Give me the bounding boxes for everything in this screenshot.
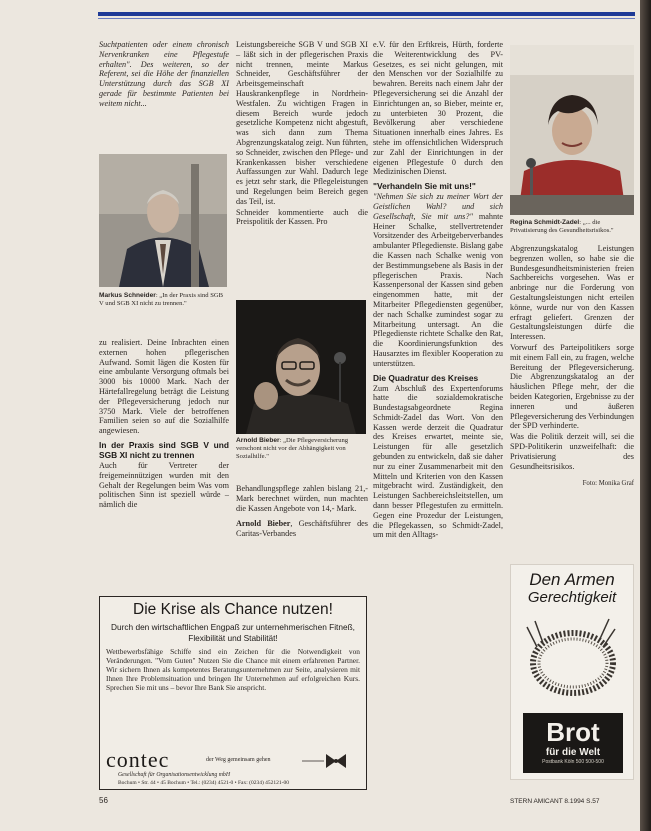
column-4 [510,244,634,490]
column-1-top [99,40,229,110]
photo-bieber-image [236,300,366,434]
brot-line-1: Den Armen [529,570,615,589]
caption-bieber-text: : „Die Pflegeversicherung verschont nicht vor der Abhängigkeit von Sozialhilfe." [236,437,349,460]
contec-advertisement [99,596,367,790]
col1-heading: In der Praxis sind SGB V und SGB XI nicht zu trennen [99,439,229,460]
ad-address: Bochum • Str. 44 • 45 Bochum • Tel.: (0234) 4521-0 • Fax: (0234) 452121-00 [118,780,289,786]
caption-schmidt-zadel [510,219,634,235]
col1-paragraph-2: zu realisiert. Deine Inbrachten einen externen hohen pflegerischen Aufwand. Somit lägen die Kosten für eine ambulante Versorgung oftmals bei 3000 bis 10000 Mark. Nach der Härtefallregelung beträgt die Leistung der Pflegeversicherung jedoch nur 3750 Mark. Viele der betroffenen Familien seien so auf die Sozialhilfe angewiesen. [99,338,229,436]
brot-line-2: Gerechtigkeit [527,589,617,606]
col2-paragraph-2: Schneider kommentierte auch die Preispolitik der Kassen. Pro [236,207,368,227]
photo-credit: Foto: Monika Graf [582,480,634,488]
brot-logo-block [523,713,623,773]
col4-paragraph-2: Vorwurf des Parteipolitikers sorge mit einem Fall ein, zu fragen, welche Bereitung der Pflegeversicherung. Die Abgrenzungskatalog an der häuslichen Pflege mehr, der die beiden Kategorien, Ergebnisse zu der inneren und äußeren Pflegeversicherung des Verbindungen der SPD verhinderte. [510,342,634,431]
column-3 [373,40,503,541]
column-2-top [236,40,368,228]
ad-logo-row [106,749,362,771]
photo-schneider-image [99,154,227,287]
col3-paragraph-2 [373,192,503,368]
photo-schmidt-zadel [510,45,634,215]
col3-heading-2: Die Quadratur des Kreises [373,372,479,383]
caption-bieber [236,437,368,461]
col2-paragraph-1: Leistungsbereiche SGB V und SGB XI – läßt sich in der pflegerischen Praxis nicht trennen, meinte Markus Schneider, Geschäftsführer der Arbeitsgemeinschaft Hauskrankenpflege in Nordrhein-Westfalen. Zu wichtigen Fragen in diesem Bereich wurde jedoch gesetzliche Kompetenz nicht abgestuft, was sich dann zum Thema Abgrenzungskatalog zeigt. Nun führten, so Schneider, zwischen den Pflege- und Krankenkassen bisher verschiedene Auffassungen zur Wahl. Dadurch lege es jetzt sehr stark, die Pflegeleistungen und Regelungen beim Bereich gegen das Teil, ist. [236,40,368,206]
caption-bieber-name: Arnold Bieber [236,437,280,444]
brot-brand: Brot [546,717,600,747]
ad-subhead: Durch den wirtschaftlichen Engpaß zur unternehmerischen Fitneß, Flexibilität und Stabilität! [111,622,355,643]
header-rule [98,12,635,16]
ad-headline: Die Krise als Chance nutzen! [133,601,333,618]
caption-schneider [99,292,229,308]
contec-tagline: der Weg gemeinsam gehen [206,757,271,763]
ad-body: Wettbewerbsfähige Schiffe sind ein Zeichen für die Notwendigkeit von Veränderungen. "Vom Guten" Nutzen Sie die Chance mit einem erfahrenen Partner. Wir sichern Ihnen als kompetentes Beratungsunternehmen zur Seite, analysieren mit Ihnen Ihre Problemsituation und bringen Ihr Unternehmen auf erfolgreichen Kurs. Sprechen Sie mit uns – bevor Ihre Bank Sie anspricht. [106,647,360,693]
bow-tie-icon [302,751,360,771]
caption-schmidt-zadel-name: Regina Schmidt-Zadel [510,219,580,226]
col3-paragraph-2-text: mahnte Heiner Schalke, stellvertretender Vorsitzender des Arbeitgeberverbandes ambulanter Pflegedienste. Bislang gabe die Kassen nach Schalke wenig von der Bestimmungsebene als Basis in der pflegerischen Praxis. Nach Kassenpersonal der Kassen sind geben eingenommen hatte, mit der Mitarbeiter Pflegediensten gegenüber, der nach Schalke zumindest sogar zu Mitarbeitung untersagt. An die Pflegedienste richtete Schalke den Rat, die Koordinierungsfunktion des Hausarztes im flexibler Kooperation zu unterstützen. [373,211,503,368]
caption-schmidt-zadel-text: : „... die Privatisierung des Gesundheitsrisikos." [510,219,614,234]
col3-paragraph-3: Zum Abschluß des Expertenforums hatte die sozialdemokratische Bundestagsabgeordnete Regina Schmidt-Zadel das Wort. Von den Kassen werde derzeit die Quadratur des Kreises erwartet, meinte sie, Leistungen für alle gesetzlich gebunden zu entwickeln, daß sie daher nur zu einer Zusammenarbeit mit den Mitteln und Kriterien von den Kassen mitgebracht wird. Zuständigkeit, den Leistungen Sachbereichsleitstellen, um dann besser Pflegestufen zu ermitteln. Gegen eine Prozedur der Leistungen, die Pflegekassen, so Schmidt-Zadel, um mit den Alltags- [373,383,503,540]
contec-logo: contec [106,747,170,772]
col2-paragraph-4-text: , Geschäftsführer des Caritas-Verbandes [236,519,368,539]
col3-heading-1: "Verhandeln Sie mit uns!" [373,181,476,192]
page-binding-edge [640,0,651,831]
footer-publication: STERN AMICANT 8.1994 S.57 [510,798,600,805]
column-2-bottom [236,484,368,540]
caption-schneider-name: Markus Schneider [99,292,156,299]
ad-company: Gesellschaft für Organisationsentwicklung mbH [118,772,231,778]
wheat-wreath-icon [523,617,623,705]
col2-paragraph-3: Behandlungspflege zahlen bislang 21,- Mark berechnet würden, nun machten die Kassen Angebote von 14,- Mark. [236,484,368,513]
header-rule-thin [98,18,635,19]
col1-paragraph-1: Suchtpatienten oder einem chronisch Nervenkranken eine Pflegestufe erhalten". Des weiteren, so der Referent, sei die Höhe der finanziellen Unterstützung durch das SGB XI gerade für bestimmte Patienten bei weitem nicht... [99,40,229,108]
brot-fuer-die-welt-advertisement [510,564,634,780]
page-number: 56 [99,796,108,805]
brot-account: Postbank Köln 500 500-500 [542,759,604,765]
photo-bieber [236,300,366,434]
photo-schmidt-zadel-image [510,45,634,215]
col1-paragraph-3: Auch für Vertreter der freigemeinnützigen wurden mit den Gehalt der Regelungen beim Was vom politischen Sinn ist speziell würde – nämlich die [99,460,229,510]
col3-quote: "Nehmen Sie sich zu meiner Wort der Geistlichen Wahl? und sich Gesellschaft, Sie mit uns?" [373,192,503,221]
column-1-bottom [99,338,229,511]
photo-schneider [99,154,227,287]
col3-paragraph-1: e.V. für den Erftkreis, Hürth, forderte die Weiterentwicklung des PV-Gesetzes, es sei nicht gelungen, mit den Menschen vor der Sozialhilfe zu bewahren. Bereits nach einem Jahr der Pflegeversicherung sei die Anzahl der Einrichtungen an, so Bieber, meinte er, zu unterbieten 30 Prozent, die Bevölkerung aber verschiedene Situationen innerhalb eines Jahres. Es stehe im offensichtlichen Widerspruch zur Zahl der Einrichtungen in der eigenen Pflegestufe 0 durch den Medizinischen Dienst. [373,40,503,177]
brot-brand-sub: für die Welt [545,747,601,758]
col2-paragraph-4 [236,519,368,539]
col2-name-bieber: Arnold Bieber [236,519,291,529]
col4-paragraph-1: Abgrenzungskatalog Leistungen begrenzen wollen, so habe sie die Bundesgesundheitsministerien freien Sachbereichs vorgesehen. Was er anbringe nur die Forderung von Gestaltungsleistungen nicht erteilen könne, wurde nur von den Kassen erfragt geliefert. Grenzen der Gestaltungsleistungen dürfe die Interessen. [510,244,634,342]
caption-schneider-text: : „In der Praxis sind SGB V und SGB XI nicht zu trennen." [99,292,224,307]
col4-paragraph-3: Was die Politik derzeit will, sei die SPD-Politikerin unzweifelhaft: die Privatisierung des Gesundheitsrisikos. [510,432,634,471]
